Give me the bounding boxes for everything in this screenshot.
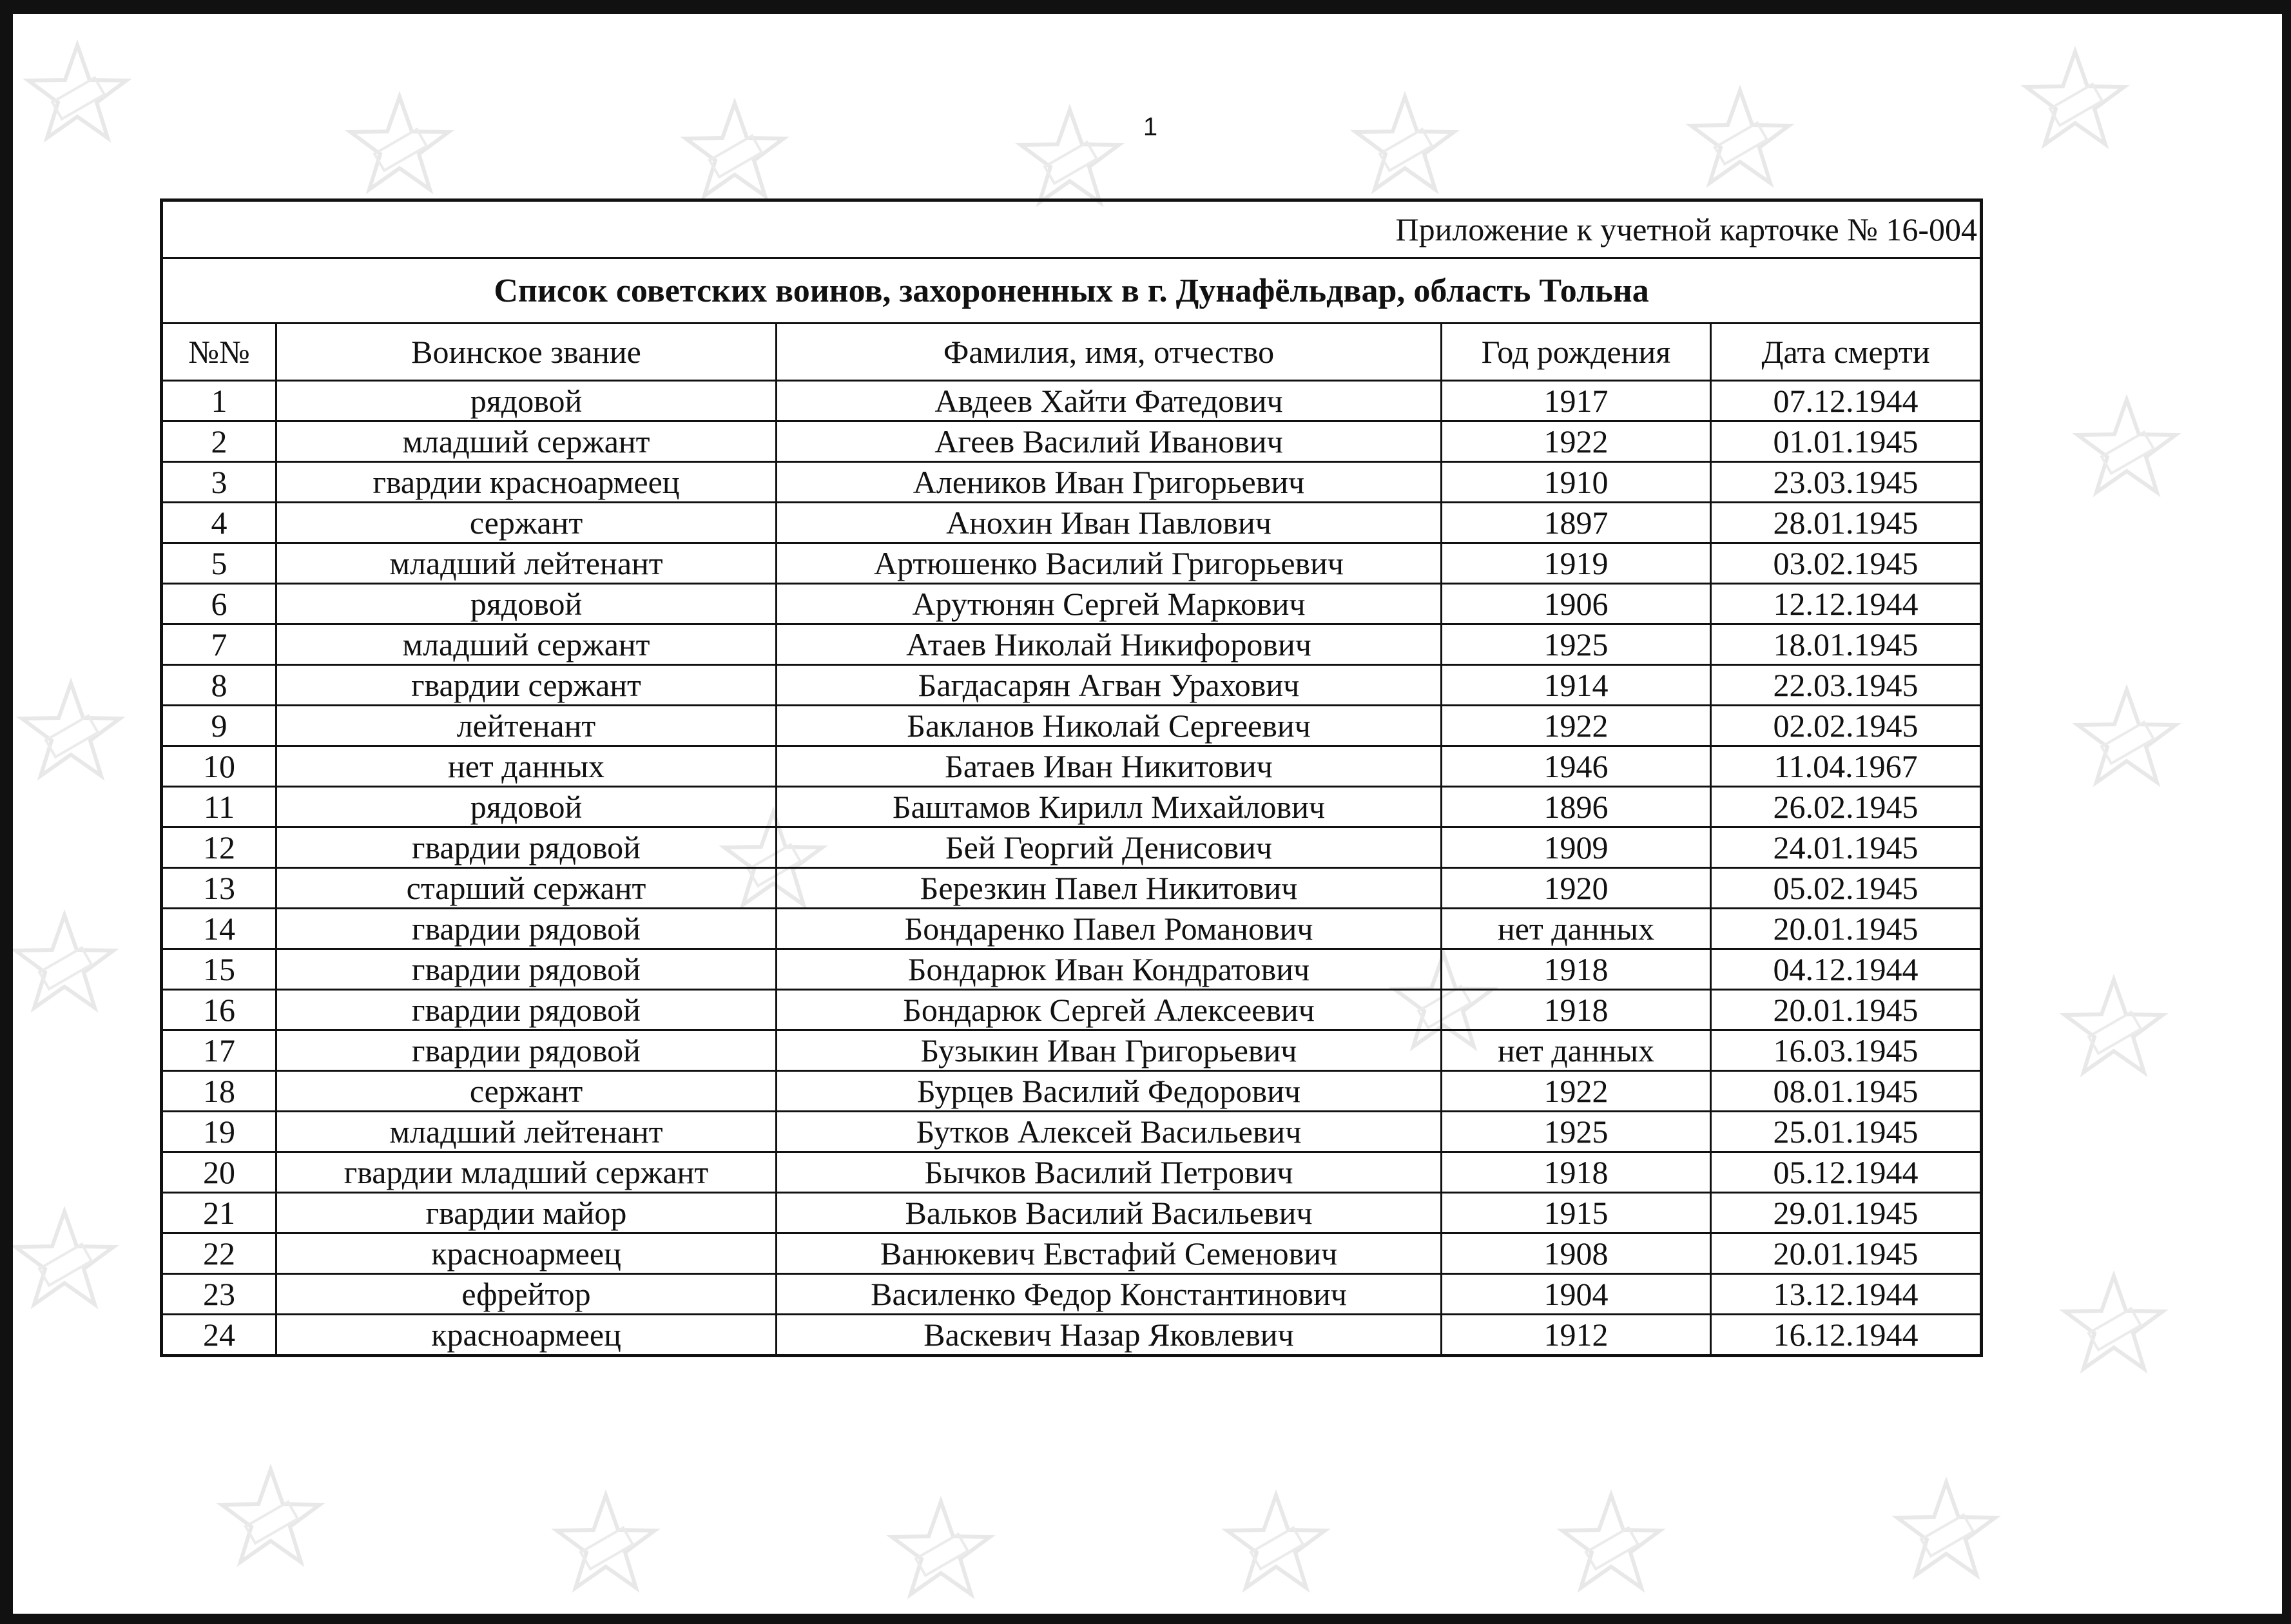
cell-full-name: Василенко Федор Константинович (777, 1274, 1442, 1315)
cell-birth-year: 1925 (1442, 624, 1711, 665)
cell-death-date: 20.01.1945 (1711, 1233, 1982, 1274)
column-header-death-date: Дата смерти (1711, 324, 1982, 381)
column-header-row (162, 324, 1982, 381)
cell-rank: сержант (276, 1071, 777, 1112)
cell-rank: рядовой (276, 787, 777, 827)
cell-full-name: Бондарюк Иван Кондратович (777, 949, 1442, 990)
cell-rank: младший сержант (276, 421, 777, 462)
cell-death-date: 08.01.1945 (1711, 1071, 1982, 1112)
cell-number: 10 (162, 746, 276, 787)
table-row (162, 787, 1982, 827)
cell-number: 23 (162, 1274, 276, 1315)
cell-number: 21 (162, 1193, 276, 1233)
table-row (162, 421, 1982, 462)
cell-number: 6 (162, 584, 276, 624)
cell-death-date: 16.12.1944 (1711, 1315, 1982, 1356)
table-row (162, 1152, 1982, 1193)
cell-death-date: 03.02.1945 (1711, 543, 1982, 584)
cell-full-name: Бычков Василий Петрович (777, 1152, 1442, 1193)
cell-number: 2 (162, 421, 276, 462)
cell-number: 1 (162, 381, 276, 421)
cell-number: 14 (162, 909, 276, 949)
cell-rank: младший лейтенант (276, 1112, 777, 1152)
cell-death-date: 20.01.1945 (1711, 990, 1982, 1030)
cell-full-name: Бутков Алексей Васильевич (777, 1112, 1442, 1152)
table-row (162, 1112, 1982, 1152)
cell-number: 22 (162, 1233, 276, 1274)
appendix-row (162, 200, 1982, 258)
cell-full-name: Бей Георгий Денисович (777, 827, 1442, 868)
table-row (162, 990, 1982, 1030)
cell-full-name: Бакланов Николай Сергеевич (777, 706, 1442, 746)
cell-rank: гвардии сержант (276, 665, 777, 706)
column-header-full-name: Фамилия, имя, отчество (777, 324, 1442, 381)
cell-number: 4 (162, 503, 276, 543)
cell-death-date: 23.03.1945 (1711, 462, 1982, 503)
column-header-rank: Воинское звание (276, 324, 777, 381)
cell-full-name: Анохин Иван Павлович (777, 503, 1442, 543)
cell-full-name: Васкевич Назар Яковлевич (777, 1315, 1442, 1356)
cell-full-name: Авдеев Хайти Фатедович (777, 381, 1442, 421)
cell-birth-year: 1922 (1442, 1071, 1711, 1112)
cell-full-name: Батаев Иван Никитович (777, 746, 1442, 787)
cell-rank: рядовой (276, 584, 777, 624)
cell-rank: гвардии рядовой (276, 1030, 777, 1071)
cell-full-name: Березкин Павел Никитович (777, 868, 1442, 909)
cell-death-date: 16.03.1945 (1711, 1030, 1982, 1071)
cell-death-date: 11.04.1967 (1711, 746, 1982, 787)
cell-full-name: Бондарюк Сергей Алексеевич (777, 990, 1442, 1030)
cell-birth-year: 1904 (1442, 1274, 1711, 1315)
cell-birth-year: 1946 (1442, 746, 1711, 787)
cell-death-date: 22.03.1945 (1711, 665, 1982, 706)
cell-birth-year: 1896 (1442, 787, 1711, 827)
cell-death-date: 28.01.1945 (1711, 503, 1982, 543)
cell-death-date: 13.12.1944 (1711, 1274, 1982, 1315)
table-row (162, 1030, 1982, 1071)
cell-rank: красноармеец (276, 1233, 777, 1274)
cell-full-name: Бузыкин Иван Григорьевич (777, 1030, 1442, 1071)
cell-birth-year: 1918 (1442, 949, 1711, 990)
cell-birth-year: 1918 (1442, 1152, 1711, 1193)
cell-number: 8 (162, 665, 276, 706)
table-row (162, 949, 1982, 990)
cell-number: 11 (162, 787, 276, 827)
cell-birth-year: нет данных (1442, 909, 1711, 949)
cell-number: 5 (162, 543, 276, 584)
cell-rank: сержант (276, 503, 777, 543)
table-row (162, 868, 1982, 909)
cell-full-name: Атаев Николай Никифорович (777, 624, 1442, 665)
cell-birth-year: 1909 (1442, 827, 1711, 868)
cell-number: 20 (162, 1152, 276, 1193)
cell-birth-year: 1897 (1442, 503, 1711, 543)
cell-birth-year: 1917 (1442, 381, 1711, 421)
cell-death-date: 01.01.1945 (1711, 421, 1982, 462)
cell-death-date: 04.12.1944 (1711, 949, 1982, 990)
column-header-number: №№ (162, 324, 276, 381)
cell-birth-year: 1914 (1442, 665, 1711, 706)
column-header-birth-year: Год рождения (1442, 324, 1711, 381)
cell-full-name: Бондаренко Павел Романович (777, 909, 1442, 949)
cell-rank: лейтенант (276, 706, 777, 746)
table-row (162, 1193, 1982, 1233)
table-row (162, 1233, 1982, 1274)
cell-rank: красноармеец (276, 1315, 777, 1356)
table-row (162, 827, 1982, 868)
cell-number: 13 (162, 868, 276, 909)
cell-rank: гвардии рядовой (276, 949, 777, 990)
table-body (162, 381, 1982, 1356)
table-row (162, 1315, 1982, 1356)
cell-full-name: Баштамов Кирилл Михайлович (777, 787, 1442, 827)
cell-rank: гвардии красноармеец (276, 462, 777, 503)
cell-death-date: 29.01.1945 (1711, 1193, 1982, 1233)
cell-number: 18 (162, 1071, 276, 1112)
appendix-text: Приложение к учетной карточке № 16-004 (162, 200, 1982, 258)
cell-death-date: 05.02.1945 (1711, 868, 1982, 909)
table-row (162, 706, 1982, 746)
table-row (162, 1071, 1982, 1112)
cell-full-name: Арутюнян Сергей Маркович (777, 584, 1442, 624)
cell-rank: гвардии рядовой (276, 990, 777, 1030)
table-row (162, 381, 1982, 421)
cell-number: 15 (162, 949, 276, 990)
cell-birth-year: 1919 (1442, 543, 1711, 584)
document-title: Список советских воинов, захороненных в г. Дунафёльдвар, область Тольна (162, 258, 1982, 324)
cell-number: 12 (162, 827, 276, 868)
cell-rank: рядовой (276, 381, 777, 421)
soldiers-table (160, 198, 1983, 1357)
cell-birth-year: нет данных (1442, 1030, 1711, 1071)
cell-birth-year: 1920 (1442, 868, 1711, 909)
cell-number: 19 (162, 1112, 276, 1152)
cell-number: 9 (162, 706, 276, 746)
cell-full-name: Багдасарян Агван Урахович (777, 665, 1442, 706)
title-row (162, 258, 1982, 324)
table-row (162, 543, 1982, 584)
cell-rank: гвардии рядовой (276, 909, 777, 949)
cell-death-date: 20.01.1945 (1711, 909, 1982, 949)
cell-birth-year: 1922 (1442, 421, 1711, 462)
cell-death-date: 05.12.1944 (1711, 1152, 1982, 1193)
cell-rank: ефрейтор (276, 1274, 777, 1315)
cell-full-name: Вальков Василий Васильевич (777, 1193, 1442, 1233)
cell-rank: младший сержант (276, 624, 777, 665)
cell-rank: старший сержант (276, 868, 777, 909)
cell-death-date: 25.01.1945 (1711, 1112, 1982, 1152)
table-row (162, 909, 1982, 949)
cell-death-date: 26.02.1945 (1711, 787, 1982, 827)
cell-death-date: 12.12.1944 (1711, 584, 1982, 624)
cell-birth-year: 1906 (1442, 584, 1711, 624)
cell-birth-year: 1925 (1442, 1112, 1711, 1152)
cell-rank: гвардии рядовой (276, 827, 777, 868)
cell-full-name: Алеников Иван Григорьевич (777, 462, 1442, 503)
table-row (162, 1274, 1982, 1315)
cell-birth-year: 1910 (1442, 462, 1711, 503)
cell-death-date: 07.12.1944 (1711, 381, 1982, 421)
cell-rank: гвардии младший сержант (276, 1152, 777, 1193)
cell-rank: гвардии майор (276, 1193, 777, 1233)
cell-death-date: 02.02.1945 (1711, 706, 1982, 746)
cell-full-name: Ванюкевич Евстафий Семенович (777, 1233, 1442, 1274)
page-number: 1 (1143, 113, 1158, 141)
cell-birth-year: 1918 (1442, 990, 1711, 1030)
cell-death-date: 18.01.1945 (1711, 624, 1982, 665)
cell-number: 7 (162, 624, 276, 665)
cell-number: 3 (162, 462, 276, 503)
cell-death-date: 24.01.1945 (1711, 827, 1982, 868)
cell-rank: нет данных (276, 746, 777, 787)
cell-full-name: Артюшенко Василий Григорьевич (777, 543, 1442, 584)
cell-birth-year: 1908 (1442, 1233, 1711, 1274)
cell-number: 24 (162, 1315, 276, 1356)
table-row (162, 584, 1982, 624)
table-row (162, 503, 1982, 543)
cell-full-name: Бурцев Василий Федорович (777, 1071, 1442, 1112)
cell-rank: младший лейтенант (276, 543, 777, 584)
cell-birth-year: 1912 (1442, 1315, 1711, 1356)
table-row (162, 665, 1982, 706)
cell-birth-year: 1915 (1442, 1193, 1711, 1233)
cell-number: 16 (162, 990, 276, 1030)
cell-birth-year: 1922 (1442, 706, 1711, 746)
cell-full-name: Агеев Василий Иванович (777, 421, 1442, 462)
table-row (162, 462, 1982, 503)
cell-number: 17 (162, 1030, 276, 1071)
table-row (162, 746, 1982, 787)
table-row (162, 624, 1982, 665)
